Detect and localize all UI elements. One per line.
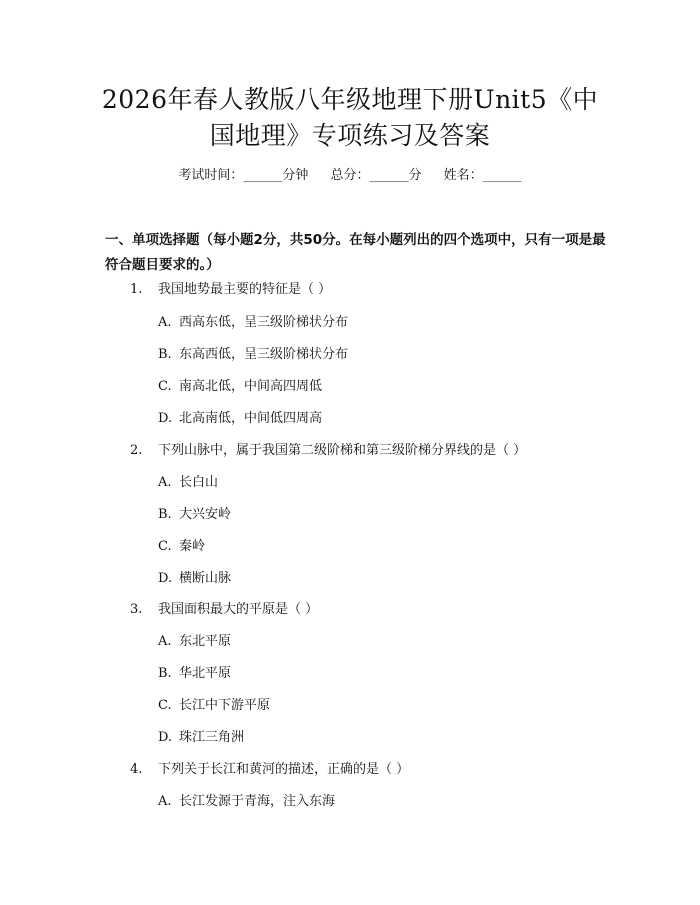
option-text: 南高北低，中间高四周低 — [179, 379, 323, 394]
question-text: 我国地势最主要的特征是（ ） — [158, 282, 332, 297]
question-number: 4. — [130, 762, 143, 777]
exam-info-line — [0, 166, 700, 186]
option-letter: A. — [158, 315, 172, 330]
option-letter: A. — [158, 634, 172, 649]
option-letter: C. — [158, 539, 172, 554]
exam-time-field: 考试时间：______分钟 — [178, 168, 309, 183]
section-heading: 一、单项选择题（每小题2分，共50分。在每小题列出的四个选项中，只有一项是最符合题目要求的。） — [105, 232, 606, 273]
option-letter: B. — [158, 666, 172, 681]
option-letter: D. — [158, 571, 173, 586]
option-letter: A. — [158, 475, 172, 490]
option-text: 西高东低，呈三级阶梯状分布 — [179, 315, 349, 330]
question-number: 3. — [130, 602, 143, 617]
question-text: 下列关于长江和黄河的描述，正确的是（ ） — [158, 762, 410, 777]
question-number: 2. — [130, 443, 143, 458]
total-score-field: 总分：______分 — [330, 168, 422, 183]
option-text: 东高西低，呈三级阶梯状分布 — [179, 347, 349, 362]
option-text: 横断山脉 — [179, 571, 232, 586]
option-letter: B. — [158, 347, 172, 362]
option-letter: D. — [158, 730, 173, 745]
option-text: 华北平原 — [179, 666, 232, 681]
option-text: 大兴安岭 — [179, 507, 232, 522]
document-title: 2026年春人教版八年级地理下册Unit5《中国地理》专项练习及答案 — [101, 85, 599, 150]
option-text: 东北平原 — [179, 634, 232, 649]
option-text: 珠江三角洲 — [179, 730, 245, 745]
option-text: 长白山 — [179, 475, 219, 490]
option-text: 长江中下游平原 — [179, 698, 271, 713]
option-letter: B. — [158, 507, 172, 522]
option-text: 秦岭 — [179, 539, 206, 554]
option-letter: C. — [158, 379, 172, 394]
question-number: 1. — [130, 282, 143, 297]
question-text: 下列山脉中，属于我国第二级阶梯和第三级阶梯分界线的是（ ） — [158, 443, 527, 458]
student-name-field: 姓名：______ — [443, 168, 522, 183]
option-text: 北高南低，中间低四周高 — [179, 411, 323, 426]
option-text: 长江发源于青海，注入东海 — [179, 794, 336, 809]
question-text: 我国面积最大的平原是（ ） — [158, 602, 319, 617]
option-letter: A. — [158, 794, 172, 809]
option-letter: C. — [158, 698, 172, 713]
option-letter: D. — [158, 411, 173, 426]
